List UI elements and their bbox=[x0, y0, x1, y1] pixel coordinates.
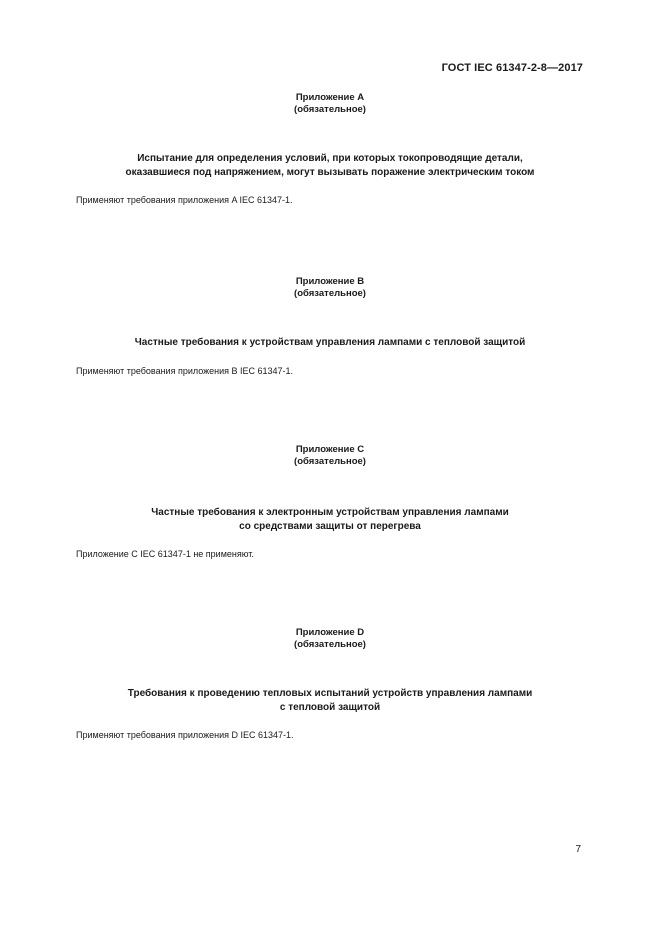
annex-title-line: Испытание для определения условий, при которых токопроводящие детали, bbox=[137, 153, 523, 164]
annex-title-line: оказавшиеся под напряжением, могут вызывать поражение электрическим током bbox=[125, 166, 535, 178]
annex-title-line: Частные требования к устройствам управления лампами с тепловой защитой bbox=[134, 337, 526, 348]
annex-title bbox=[76, 687, 584, 714]
annex-title bbox=[76, 152, 584, 179]
annex-title-line: Частные требования к электронным устройствам управления лампами bbox=[151, 507, 509, 518]
annex-label: Приложение B bbox=[295, 276, 365, 287]
annex-b bbox=[76, 276, 584, 377]
annex-heading bbox=[76, 276, 584, 300]
annex-title-line: со средствами защиты от перегрева bbox=[239, 520, 421, 532]
annex-a bbox=[76, 92, 584, 206]
annex-status: (обязательное) bbox=[294, 456, 366, 467]
standard-code: ГОСТ IEC 61347-2-8—2017 bbox=[441, 62, 583, 74]
annex-label: Приложение D bbox=[295, 627, 365, 638]
annex-label: Приложение A bbox=[295, 92, 365, 103]
annex-title-line: с тепловой защитой bbox=[279, 701, 381, 713]
annex-body: Приложение C IEC 61347-1 не применяют. bbox=[76, 549, 254, 559]
annex-title bbox=[76, 336, 584, 350]
annex-label: Приложение C bbox=[295, 444, 365, 455]
annex-heading bbox=[76, 444, 584, 468]
annex-body: Применяют требования приложения A IEC 61347-1. bbox=[76, 195, 293, 205]
annex-body: Применяют требования приложения D IEC 61347-1. bbox=[76, 730, 294, 740]
annex-d bbox=[76, 627, 584, 741]
annex-c bbox=[76, 444, 584, 560]
annex-status: (обязательное) bbox=[294, 288, 366, 299]
annex-heading bbox=[76, 92, 584, 116]
annex-title-line: Требования к проведению тепловых испытаний устройств управления лампами bbox=[127, 688, 533, 699]
annex-title bbox=[76, 506, 584, 533]
annex-status: (обязательное) bbox=[294, 104, 366, 115]
annex-heading bbox=[76, 627, 584, 651]
annex-body: Применяют требования приложения B IEC 61347-1. bbox=[76, 365, 294, 376]
page-number: 7 bbox=[575, 844, 581, 855]
annex-status: (обязательное) bbox=[294, 639, 366, 650]
